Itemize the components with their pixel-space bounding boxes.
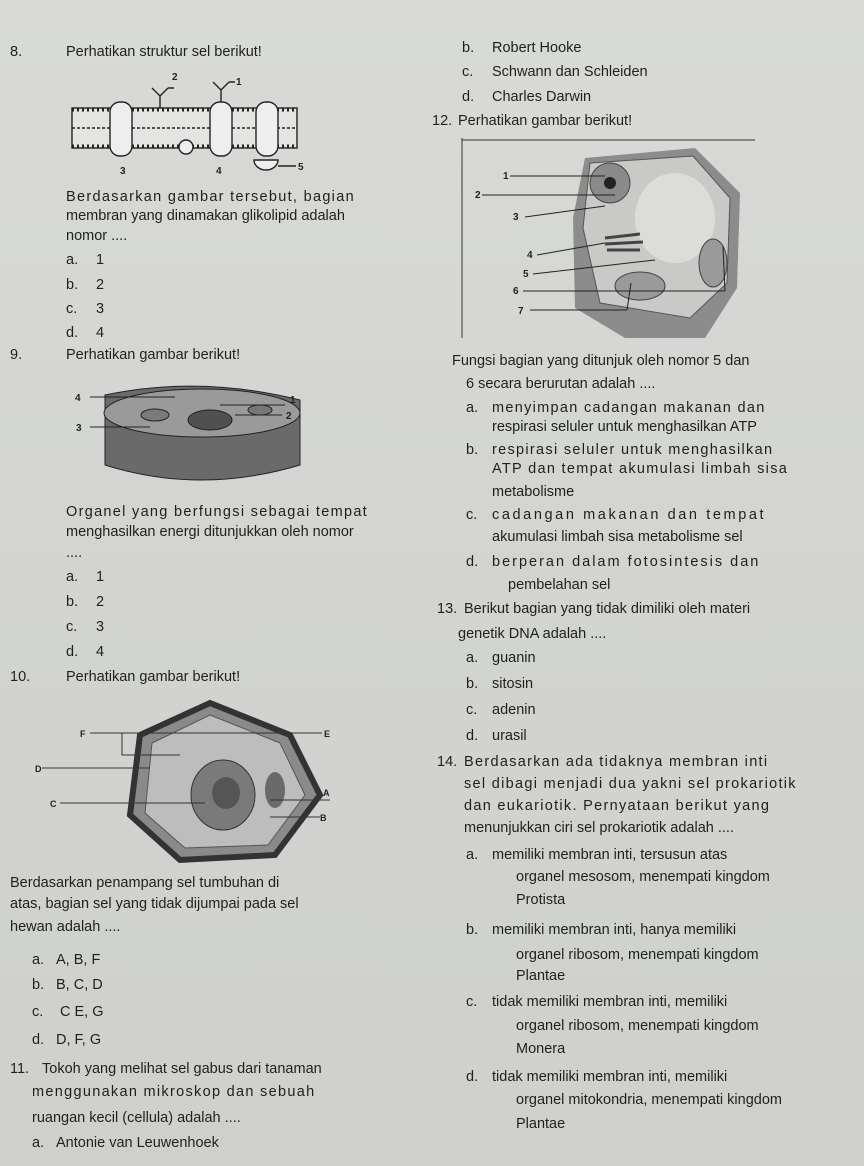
question-text: ruangan kecil (cellula) adalah .... xyxy=(32,1110,241,1126)
figure-label: 3 xyxy=(76,423,82,434)
option-text: metabolisme xyxy=(492,484,575,500)
option-text: 2 xyxy=(96,594,105,610)
question-text: menggunakan mikroskop dan sebuah xyxy=(32,1084,316,1100)
question-text: Berdasarkan gambar tersebut, bagian xyxy=(66,189,355,205)
option-letter: a. xyxy=(32,952,45,968)
question-number: 8. xyxy=(10,44,23,60)
plant-cell-figure xyxy=(455,138,755,338)
question-title: Perhatikan gambar berikut! xyxy=(66,347,241,363)
question-text: Tokoh yang melihat sel gabus dari tanaman xyxy=(42,1061,322,1077)
option-letter: c. xyxy=(466,507,478,523)
option-letter: d. xyxy=(32,1032,45,1048)
option-text: memiliki membran inti, hanya memiliki xyxy=(492,922,737,938)
question-number: 12. xyxy=(432,113,453,129)
option-text: pembelahan sel xyxy=(508,577,611,593)
option-letter: b. xyxy=(466,442,479,458)
option-text: organel mitokondria, menempati kingdom xyxy=(516,1092,782,1108)
figure-label: 2 xyxy=(286,411,292,422)
question-number: 14. xyxy=(437,754,458,770)
figure-label: 6 xyxy=(513,286,519,297)
question-text: Berdasarkan ada tidaknya membran inti xyxy=(464,754,769,770)
option-text: Protista xyxy=(516,892,566,908)
figure-label: 5 xyxy=(523,269,529,280)
option-text: cadangan makanan dan tempat xyxy=(492,507,767,523)
question-text: sel dibagi menjadi dua yakni sel prokariotik xyxy=(464,776,797,792)
option-letter: a. xyxy=(466,847,479,863)
question-number: 9. xyxy=(10,347,23,363)
option-letter: b. xyxy=(466,922,479,938)
option-text: tidak memiliki membran inti, memiliki xyxy=(492,994,728,1010)
option-letter: a. xyxy=(466,400,479,416)
figure-label: 4 xyxy=(216,166,222,177)
option-text: sitosin xyxy=(492,676,534,692)
figure-label: 7 xyxy=(518,306,524,317)
cell-membrane-figure xyxy=(68,68,308,178)
option-text: 4 xyxy=(96,325,105,341)
question-text: 6 secara berurutan adalah .... xyxy=(466,376,656,392)
option-text: adenin xyxy=(492,702,536,718)
question-text: Fungsi bagian yang ditunjuk oleh nomor 5 dan xyxy=(452,353,750,369)
option-text: guanin xyxy=(492,650,536,666)
option-text: Schwann dan Schleiden xyxy=(492,64,648,80)
option-letter: b. xyxy=(32,977,45,993)
option-text: organel ribosom, menempati kingdom xyxy=(516,1018,759,1034)
figure-label: 5 xyxy=(298,162,304,173)
option-letter: a. xyxy=(466,650,479,666)
option-letter: d. xyxy=(466,554,479,570)
option-text: 3 xyxy=(96,301,105,317)
option-text: 1 xyxy=(96,252,105,268)
option-text: organel ribosom, menempati kingdom xyxy=(516,947,759,963)
question-number: 10. xyxy=(10,669,31,685)
option-letter: c. xyxy=(462,64,474,80)
question-text: membran yang dinamakan glikolipid adalah xyxy=(66,208,345,224)
option-letter: b. xyxy=(466,676,479,692)
option-text: memiliki membran inti, tersusun atas xyxy=(492,847,728,863)
option-letter: c. xyxy=(66,301,78,317)
option-text: Plantae xyxy=(516,968,566,984)
option-text: respirasi seluler untuk menghasilkan xyxy=(492,442,774,458)
question-text: genetik DNA adalah .... xyxy=(458,626,607,642)
figure-label: B xyxy=(320,813,327,823)
option-text: B, C, D xyxy=(56,977,103,993)
figure-label: E xyxy=(324,729,331,739)
question-title: Perhatikan gambar berikut! xyxy=(458,113,633,129)
figure-label: C xyxy=(50,799,57,809)
option-letter: c. xyxy=(466,702,478,718)
option-letter: c. xyxy=(32,1004,44,1020)
question-text: Organel yang berfungsi sebagai tempat xyxy=(66,504,369,520)
figure-label: 1 xyxy=(290,395,296,406)
plant-cell-figure xyxy=(30,695,360,865)
option-letter: d. xyxy=(66,325,79,341)
option-text: akumulasi limbah sisa metabolisme sel xyxy=(492,529,743,545)
option-text: Antonie van Leuwenhoek xyxy=(56,1135,219,1151)
option-letter: d. xyxy=(462,89,475,105)
option-letter: d. xyxy=(466,728,479,744)
option-letter: a. xyxy=(32,1135,45,1151)
animal-cell-figure xyxy=(60,375,310,490)
option-text: 2 xyxy=(96,277,105,293)
option-letter: b. xyxy=(66,277,79,293)
figure-label: 3 xyxy=(120,166,126,177)
question-text: menghasilkan energi ditunjukkan oleh nomor xyxy=(66,524,354,540)
question-number: 13. xyxy=(437,601,458,617)
option-text: 3 xyxy=(96,619,105,635)
option-text: respirasi seluler untuk menghasilkan ATP xyxy=(492,419,757,435)
figure-label: A xyxy=(323,788,330,798)
option-text: D, F, G xyxy=(56,1032,102,1048)
figure-label: D xyxy=(35,764,42,774)
option-text: organel mesosom, menempati kingdom xyxy=(516,869,770,885)
question-text: menunjukkan ciri sel prokariotik adalah .... xyxy=(464,820,734,836)
option-letter: c. xyxy=(66,619,78,635)
figure-label: 2 xyxy=(172,72,178,83)
figure-label: 3 xyxy=(513,212,519,223)
question-text: hewan adalah .... xyxy=(10,919,121,935)
figure-label: 4 xyxy=(527,250,533,261)
option-letter: a. xyxy=(66,569,79,585)
figure-label: 1 xyxy=(236,77,242,88)
option-text: 4 xyxy=(96,644,105,660)
question-text: .... xyxy=(66,545,83,561)
question-text: Berdasarkan penampang sel tumbuhan di xyxy=(10,875,280,891)
option-text: C E, G xyxy=(60,1004,104,1020)
question-title: Perhatikan gambar berikut! xyxy=(66,669,241,685)
option-letter: d. xyxy=(466,1069,479,1085)
figure-label: F xyxy=(80,729,86,739)
question-text: nomor .... xyxy=(66,228,128,244)
question-title: Perhatikan struktur sel berikut! xyxy=(66,44,262,60)
option-text: Monera xyxy=(516,1041,566,1057)
option-text: A, B, F xyxy=(56,952,101,968)
option-text: tidak memiliki membran inti, memiliki xyxy=(492,1069,728,1085)
option-letter: a. xyxy=(66,252,79,268)
option-text: Robert Hooke xyxy=(492,40,582,56)
option-text: 1 xyxy=(96,569,105,585)
question-text: dan eukariotik. Pernyataan berikut yang xyxy=(464,798,771,814)
option-text: menyimpan cadangan makanan dan xyxy=(492,400,766,416)
question-number: 11. xyxy=(10,1061,30,1077)
option-letter: d. xyxy=(66,644,79,660)
question-text: Berikut bagian yang tidak dimiliki oleh materi xyxy=(464,601,751,617)
option-text: Plantae xyxy=(516,1116,566,1132)
figure-label: 2 xyxy=(475,190,481,201)
figure-label: 1 xyxy=(503,171,509,182)
option-text: Charles Darwin xyxy=(492,89,592,105)
figure-label: 4 xyxy=(75,393,81,404)
option-text: berperan dalam fotosintesis dan xyxy=(492,554,761,570)
option-letter: b. xyxy=(462,40,475,56)
option-text: urasil xyxy=(492,728,527,744)
option-letter: c. xyxy=(466,994,478,1010)
question-text: atas, bagian sel yang tidak dijumpai pada sel xyxy=(10,896,299,912)
option-letter: b. xyxy=(66,594,79,610)
option-text: ATP dan tempat akumulasi limbah sisa xyxy=(492,461,789,477)
